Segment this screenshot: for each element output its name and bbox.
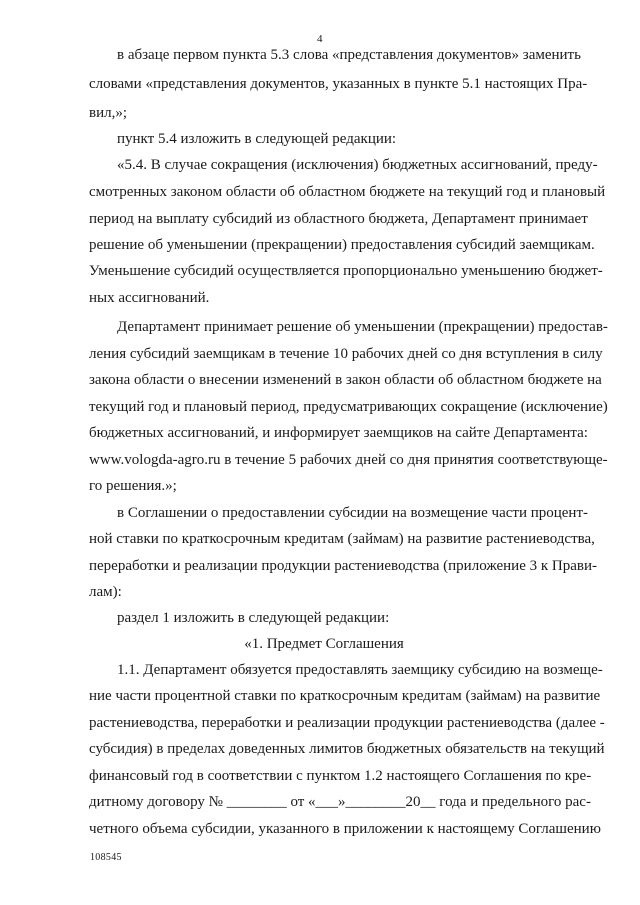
text-line: дитному договору № ________ от «___»________20__ года и предельного рас- — [89, 794, 591, 810]
page-number: 4 — [317, 33, 323, 45]
text-line: www.vologda-agro.ru в течение 5 рабочих дней со дня принятия соответствующе- — [89, 452, 608, 468]
text-line: в Соглашении о предоставлении субсидии на возмещение части процент- — [117, 505, 589, 521]
text-line: ной ставки по краткосрочным кредитам (займам) на развитие растениеводства, — [89, 531, 595, 547]
text-line: словами «представления документов, указанных в пункте 5.1 настоящих Пра- — [89, 76, 588, 92]
text-line: период на выплату субсидий из областного бюджета, Департамент принимает — [89, 211, 588, 227]
text-line: ние части процентной ставки по краткосрочным кредитам (займам) на развитие — [89, 688, 601, 704]
text-line: 1.1. Департамент обязуется предоставлять заемщику субсидию на возмеще- — [117, 662, 603, 678]
text-line: финансовый год в соответствии с пунктом 1.2 настоящего Соглашения по кре- — [89, 768, 592, 784]
text-line: бюджетных ассигнований, и информирует заемщиков на сайте Департамента: — [89, 425, 588, 441]
text-line: вил,»; — [89, 105, 128, 121]
text-line: пункт 5.4 изложить в следующей редакции: — [117, 131, 397, 147]
text-line: лам): — [89, 584, 122, 600]
text-line: ных ассигнований. — [89, 290, 210, 306]
text-line: ления субсидий заемщикам в течение 10 рабочих дней со дня вступления в силу — [89, 346, 603, 362]
text-line: смотренных законом области об областном бюджете на текущий год и плановый — [89, 184, 606, 200]
text-line: закона области о внесении изменений в закон области об областном бюджете на — [89, 372, 602, 388]
text-line: в абзаце первом пункта 5.3 слова «представления документов» заменить — [117, 47, 581, 63]
text-line: растениеводства, переработки и реализации продукции растениеводства (далее - — [89, 715, 605, 731]
text-line: субсидия) в пределах доведенных лимитов бюджетных обязательств на текущий — [89, 741, 605, 757]
text-line: Уменьшение субсидий осуществляется пропорционально уменьшению бюджет- — [89, 263, 603, 279]
text-line: «5.4. В случае сокращения (исключения) бюджетных ассигнований, преду- — [117, 157, 598, 173]
text-line: раздел 1 изложить в следующей редакции: — [117, 610, 390, 626]
text-line: решение об уменьшении (прекращении) предоставления субсидий заемщикам. — [89, 237, 595, 253]
text-line: четного объема субсидии, указанного в приложении к настоящему Соглашению — [89, 821, 601, 837]
text-line: го решения.»; — [89, 478, 177, 494]
text-line: переработки и реализации продукции растениеводства (приложение 3 к Прави- — [89, 558, 597, 574]
text-line: текущий год и плановый период, предусматривающих сокращение (исключение) — [89, 399, 608, 415]
text-line: Департамент принимает решение об уменьшении (прекращении) предостав- — [117, 319, 608, 335]
text-line: «1. Предмет Соглашения — [244, 636, 404, 652]
document-code: 108545 — [90, 852, 122, 863]
